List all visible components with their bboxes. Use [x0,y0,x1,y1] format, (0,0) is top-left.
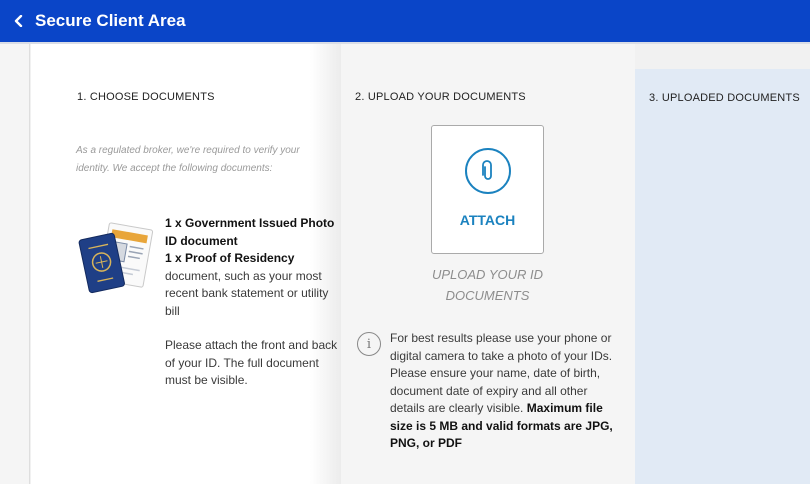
upload-id-caption: UPLOAD YOUR ID DOCUMENTS [431,267,543,303]
doc-item-proof-of-residency: 1 x Proof of Residency [165,251,295,265]
attach-label: ATTACH [459,212,516,228]
attach-instruction: Please attach the front and back of your ID. The full document must be visible. [165,338,338,387]
intro-text: As a regulated broker, we're required to verify your identity. We accept the following documents: [76,145,300,174]
passport-and-id-card-icon [78,218,154,298]
upload-tips [390,330,625,453]
chevron-left-icon[interactable] [14,15,26,27]
attach-button[interactable] [431,125,544,254]
left-gutter [0,44,30,484]
info-icon: i [357,332,381,356]
accepted-documents-list [165,215,340,390]
file-requirements: Maximum file size is 5 MB and valid formats are JPG, PNG, or PDF [390,401,613,450]
upload-tips-text: For best results please use your phone or digital camera to take a photo of your IDs. Please ensure your name, date of birth, document date of expiry and all other details are clearly visible. [390,331,613,415]
top-header [0,0,810,42]
step-choose-documents: 1. CHOOSE DOCUMENTS [77,91,215,103]
uploaded-documents-panel [635,69,810,484]
doc-item-photo-id: 1 x Government Issued Photo ID document [165,216,335,248]
step-uploaded-documents: 3. UPLOADED DOCUMENTS [649,92,800,104]
paperclip-icon [465,148,511,194]
step-upload-documents: 2. UPLOAD YOUR DOCUMENTS [355,91,526,103]
doc-item-residency-description: document, such as your most recent bank statement or utility bill [165,268,329,318]
page-title: Secure Client Area [35,11,186,30]
